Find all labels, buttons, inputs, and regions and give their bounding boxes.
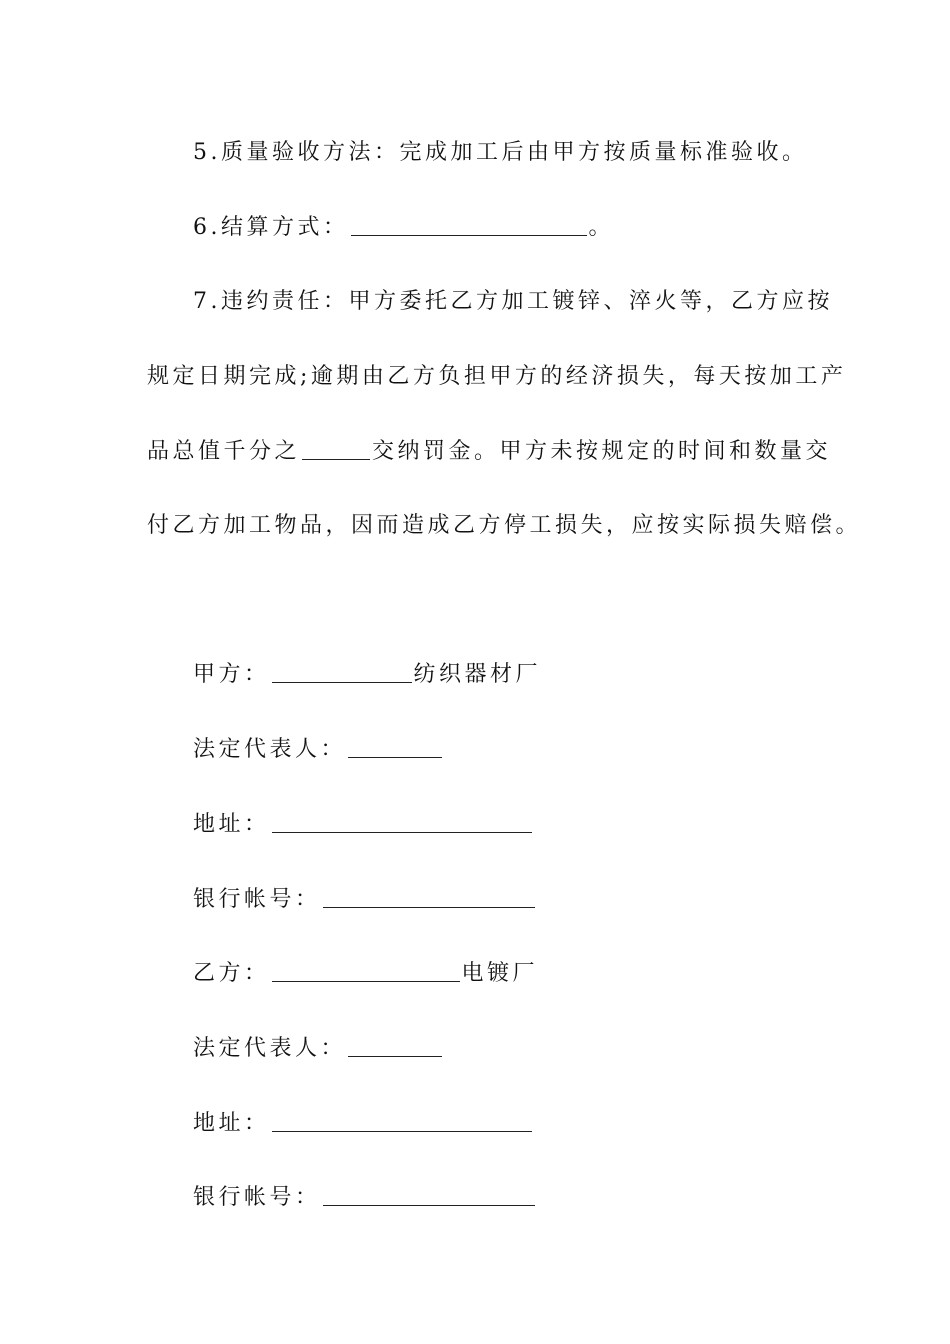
- party-b-name-row: [193, 959, 538, 989]
- party-a-rep-label: 法定代表人：: [193, 737, 347, 762]
- party-b-bank-blank[interactable]: [323, 1183, 535, 1206]
- party-b-name-blank[interactable]: [272, 959, 460, 982]
- party-a-bank-blank[interactable]: [323, 885, 535, 908]
- clause-7-line-4: 付乙方加工物品，因而造成乙方停工损失，应按实际损失赔偿。: [147, 513, 862, 538]
- party-a-name-blank[interactable]: [272, 660, 412, 683]
- penalty-rate-blank[interactable]: [302, 437, 370, 460]
- party-b-rep-blank[interactable]: [348, 1034, 442, 1057]
- party-a-bank-row: [193, 885, 537, 915]
- party-b-address-blank[interactable]: [272, 1109, 532, 1132]
- party-b-bank-row: [193, 1183, 537, 1213]
- party-a-rep-row: [193, 735, 444, 765]
- clause-7-line-3: [147, 437, 831, 467]
- party-a-address-blank[interactable]: [272, 810, 532, 833]
- clause-5: 5.质量验收方法：完成加工后由甲方按质量标准验收。: [193, 140, 808, 165]
- party-b-address-row: [193, 1109, 534, 1139]
- party-b-rep-row: [193, 1034, 444, 1064]
- party-b-label: 乙方：: [193, 961, 270, 986]
- clause-7-line-2: 规定日期完成;逾期由乙方负担甲方的经济损失，每天按加工产: [147, 364, 847, 389]
- clause-6: [193, 213, 614, 243]
- party-b-rep-label: 法定代表人：: [193, 1036, 347, 1061]
- party-b-bank-label: 银行帐号：: [193, 1185, 321, 1210]
- party-a-suffix: 纺织器材厂: [413, 662, 542, 687]
- party-b-suffix: 电镀厂: [461, 961, 539, 986]
- party-a-address-row: [193, 810, 534, 840]
- party-a-address-label: 地址：: [193, 812, 270, 837]
- clause-7-line-3-start: 品总值千分之: [147, 439, 301, 464]
- settlement-method-blank[interactable]: [351, 213, 587, 236]
- party-a-name-row: [193, 660, 541, 690]
- clause-7-line-3-end: 交纳罚金。甲方未按规定的时间和数量交: [372, 439, 832, 464]
- party-a-bank-label: 银行帐号：: [193, 887, 321, 912]
- party-a-rep-blank[interactable]: [348, 735, 442, 758]
- party-b-address-label: 地址：: [193, 1111, 270, 1136]
- clause-7-line-1: 7.违约责任：甲方委托乙方加工镀锌、淬火等，乙方应按: [193, 289, 833, 314]
- party-a-label: 甲方：: [193, 662, 270, 687]
- clause-6-label: 6.结算方式：: [193, 215, 349, 240]
- clause-6-end: 。: [588, 215, 615, 240]
